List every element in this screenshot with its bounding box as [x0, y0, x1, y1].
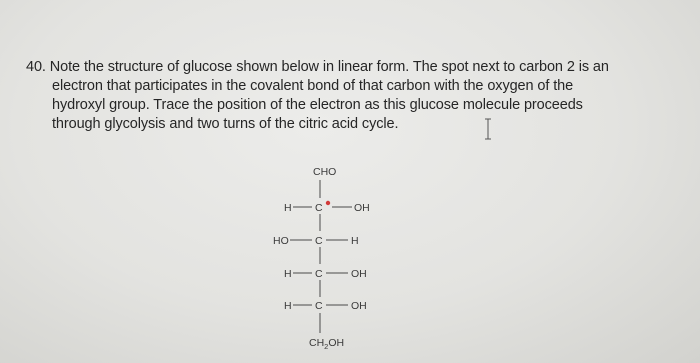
question-line-2: electron that participates in the covalent bond of that carbon with the oxygen of the [52, 78, 574, 94]
electron-dot [326, 201, 330, 205]
row1-carbon-label: C [315, 202, 323, 214]
row1-left-label: H [284, 202, 292, 214]
row4-right-label: OH [351, 300, 367, 312]
question-line-4: through glycolysis and two turns of the citric acid cycle. [52, 116, 399, 132]
row4-left-label: H [284, 300, 292, 312]
ch2oh-suffix: OH [328, 337, 345, 349]
question-line-1: 40. Note the structure of glucose shown below in linear form. The spot next to carbon 2 is an [26, 59, 609, 75]
row2-left-label: HO [273, 235, 289, 247]
row1-right-label: OH [354, 202, 370, 214]
cho-group-label: CHO [313, 166, 337, 178]
row3-right-label: OH [351, 268, 367, 280]
row2-right-label: H [351, 235, 359, 247]
ch2oh-subscript: 2 [324, 342, 329, 351]
row3-left-label: H [284, 268, 292, 280]
row2-carbon-label: C [315, 235, 323, 247]
ch2oh-group-label [309, 337, 344, 351]
ch2oh-ch: CH [309, 337, 325, 349]
row3-carbon-label: C [315, 268, 323, 280]
row4-carbon-label: C [315, 300, 323, 312]
question-line-3: hydroxyl group. Trace the position of the electron as this glucose molecule proceeds [52, 97, 583, 113]
